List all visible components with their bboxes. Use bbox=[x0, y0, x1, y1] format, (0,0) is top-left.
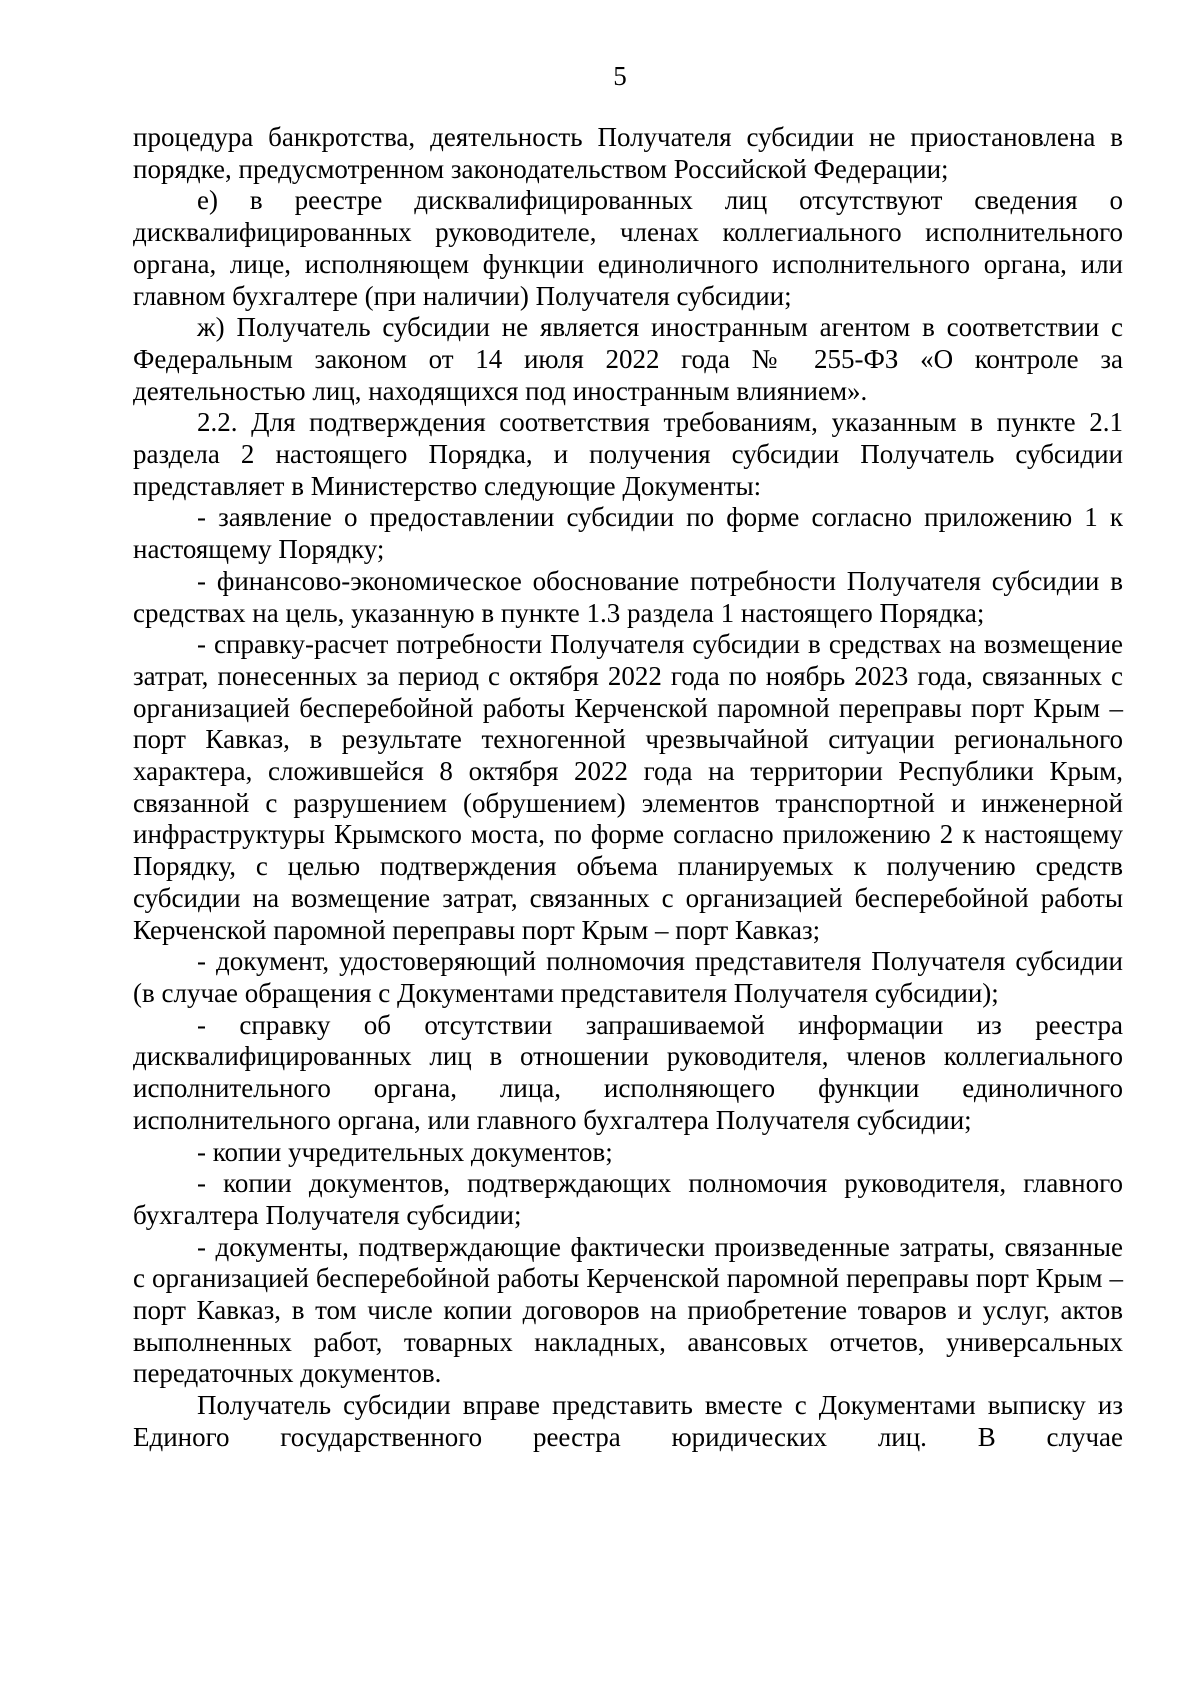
paragraph-item-e: е) в реестре дисквалифицированных лиц отсутствуют сведения о дисквалифицированных руководителе, членах коллегиального исполнительного органа, лице, исполняющем функции единоличного исполнительного органа, или главном бухгалтере (при наличии) Получателя субсидии; bbox=[133, 185, 1123, 311]
paragraph-bankruptcy-continuation: процедура банкротства, деятельность Получателя субсидии не приостановлена в порядке, предусмотренном законодательством Российской Федерации; bbox=[133, 122, 1123, 184]
list-item-calculation-certificate: - справку-расчет потребности Получателя субсидии в средствах на возмещение затрат, понесенных за период с октября 2022 года по ноябрь 2023 года, связанных с организацией бесперебойной работы Керченской паромной переправы порт Крым – порт Кавказ, в результате техногенной чрезвычайной ситуации регионального характера, сложившейся 8 октября 2022 года на территории Республики Крым, связанной с разрушением (обрушением) элементов транспортной и инженерной инфраструктуры Крымского моста, по форме согласно приложению 2 к настоящему Порядку, с целью подтверждения объема планируемых к получению средств субсидии на возмещение затрат, связанных с организацией бесперебойной работы Керченской паромной переправы порт Крым – порт Кавказ; bbox=[133, 629, 1123, 945]
paragraph-clause-2-2: 2.2. Для подтверждения соответствия требованиям, указанным в пункте 2.1 раздела 2 настоящего Порядка, и получения субсидии Получатель субсидии представляет в Министерство следующие Документы: bbox=[133, 407, 1123, 501]
list-item-founding-documents: - копии учредительных документов; bbox=[197, 1136, 613, 1167]
list-item-authority-copies: - копии документов, подтверждающих полномочия руководителя, главного бухгалтера Получателя субсидии; bbox=[133, 1168, 1123, 1230]
list-item-disqualified-registry-certificate: - справку об отсутствии запрашиваемой информации из реестра дисквалифицированных лиц в отношении руководителя, членов коллегиального исполнительного органа, лица, исполняющего функции единоличного исполнительного органа, или главного бухгалтера Получателя субсидии; bbox=[133, 1009, 1123, 1135]
page-number: 5 bbox=[613, 61, 627, 91]
list-item-authority-document: - документ, удостоверяющий полномочия представителя Получателя субсидии (в случае обращения с Документами представителя Получателя субсидии); bbox=[133, 946, 1123, 1008]
document-body bbox=[133, 122, 1123, 1454]
list-item-expense-documents: - документы, подтверждающие фактически произведенные затраты, связанные с организацией бесперебойной работы Керченской паромной переправы порт Крым – порт Кавказ, в том числе копии договоров на приобретение товаров и услуг, актов выполненных работ, товарных накладных, авансовых отчетов, универсальных передаточных документов. bbox=[133, 1231, 1123, 1389]
paragraph-item-zh: ж) Получатель субсидии не является иностранным агентом в соответствии с Федеральным законом от 14 июля 2022 года № 255-ФЗ «О контроле за деятельностью лиц, находящихся под иностранным влиянием». bbox=[133, 312, 1123, 406]
list-item-financial-justification: - финансово-экономическое обоснование потребности Получателя субсидии в средствах на цель, указанную в пункте 1.3 раздела 1 настоящего Порядка; bbox=[133, 565, 1123, 628]
list-item-application: - заявление о предоставлении субсидии по форме согласно приложению 1 к настоящему Порядку; bbox=[133, 502, 1123, 565]
paragraph-registry-extract: Получатель субсидии вправе представить вместе с Документами выписку из Единого государственного реестра юридических лиц. В случае bbox=[133, 1390, 1123, 1452]
